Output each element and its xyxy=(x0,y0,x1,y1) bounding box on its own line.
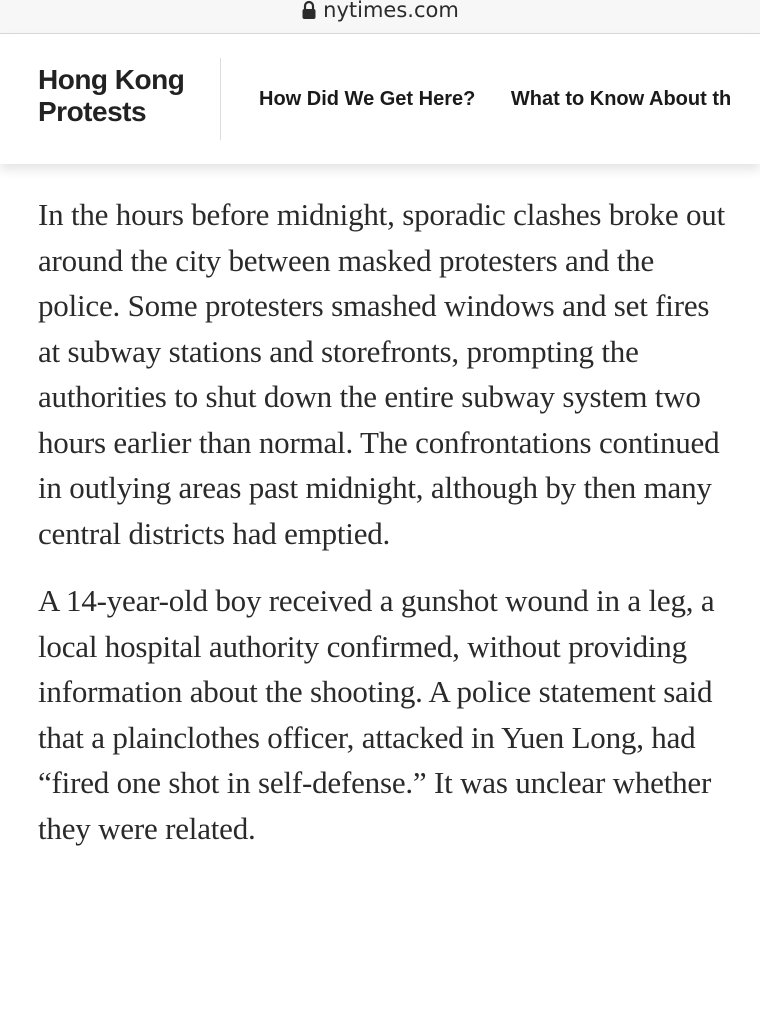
section-title-line2: Protests xyxy=(38,96,147,127)
article-body xyxy=(38,192,738,873)
section-title-line1: Hong Kong xyxy=(38,64,185,95)
url-display[interactable] xyxy=(0,0,760,22)
nav-link-what-to-know[interactable]: What to Know About th xyxy=(510,88,732,110)
article-paragraph-1: In the hours before midnight, sporadic clashes broke out around the city between masked protesters and the police. Some protesters smashed windows and set fires at subway stations and storefronts, prompting the authorities to shut down the entire subway system two hours earlier than normal. The confrontations continued in outlying areas past midnight, although by then many central districts had emptied. xyxy=(38,197,725,551)
lock-icon xyxy=(301,0,317,20)
url-text: nytimes.com xyxy=(323,0,459,22)
browser-url-bar[interactable] xyxy=(0,0,760,34)
nav-link-how-did-we-get-here[interactable]: How Did We Get Here? xyxy=(259,88,476,110)
section-nav-bar xyxy=(0,34,760,164)
section-title[interactable] xyxy=(38,64,208,128)
nav-links xyxy=(259,88,760,111)
article-paragraph-2: A 14-year-old boy received a gunshot wound in a leg, a local hospital authority confirmed, without providing information about the shooting. A police statement said that a plainclothes officer, attacked in Yuen Long, had “fired one shot in self-defense.” It was unclear whether they were related. xyxy=(38,583,715,846)
nav-divider xyxy=(220,58,221,140)
